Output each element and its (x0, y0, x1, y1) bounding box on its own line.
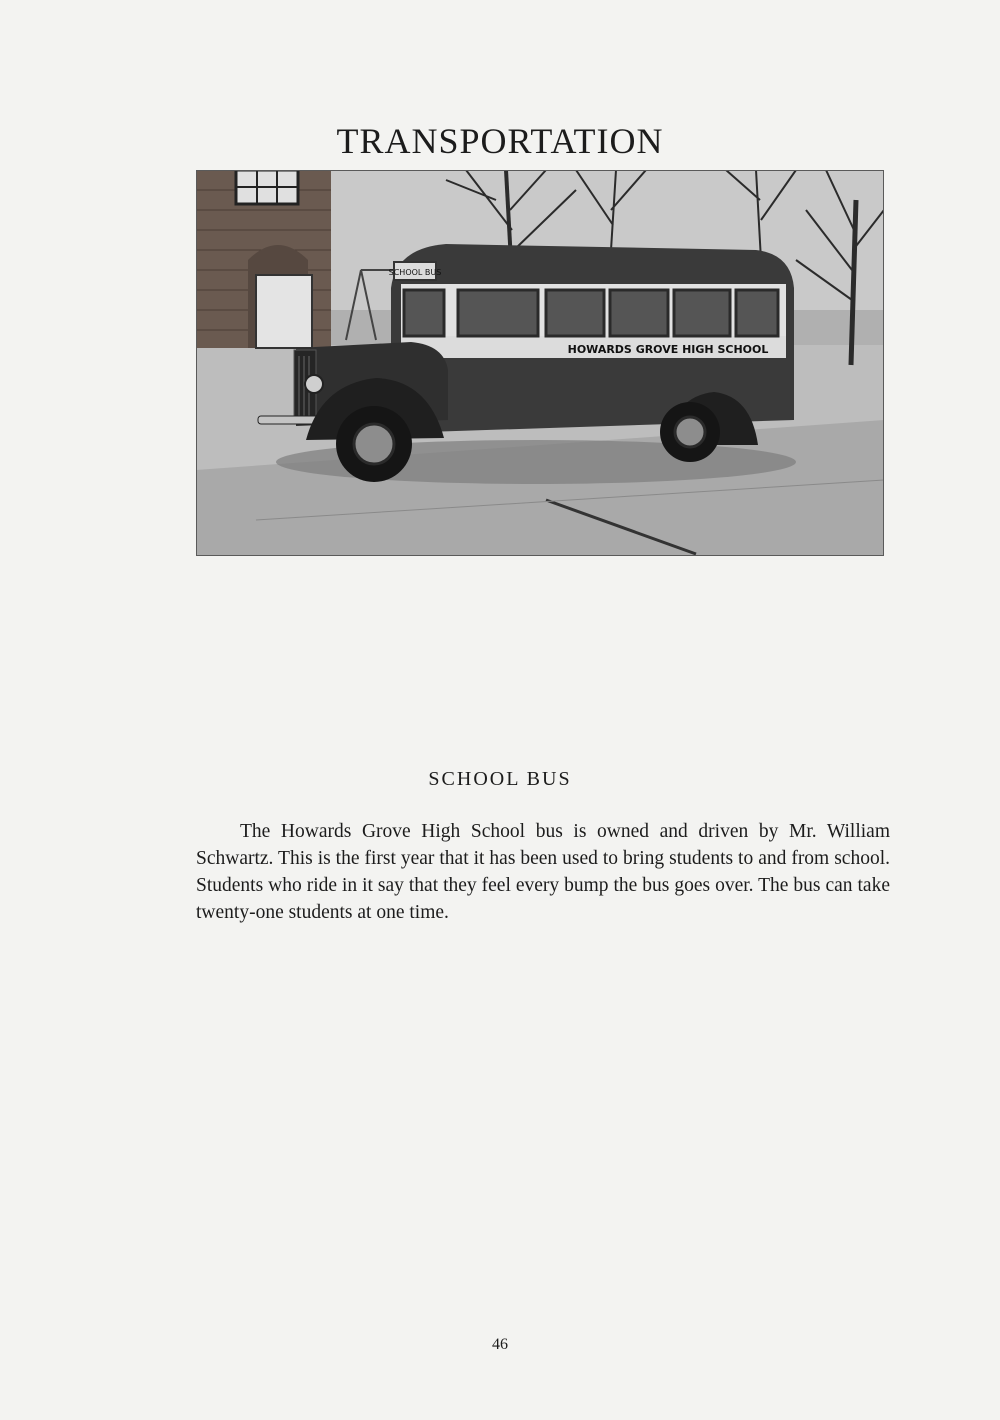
bus-side-lettering: HOWARDS GROVE HIGH SCHOOL (567, 343, 769, 356)
bus-front-sign: SCHOOL BUS (388, 268, 442, 277)
page-number: 46 (492, 1336, 508, 1353)
section-heading: SCHOOL BUS (428, 768, 572, 790)
article-paragraph: The Howards Grove High School bus is owned and driven by Mr. William Schwartz. This is the first year that it has been used to bring students to and from school. Students who ride in it say that they feel every bump the bus goes over. The bus can take twenty-one students at one time. (196, 821, 890, 923)
school-bus-photo (196, 170, 884, 556)
page-title: TRANSPORTATION (336, 121, 664, 162)
